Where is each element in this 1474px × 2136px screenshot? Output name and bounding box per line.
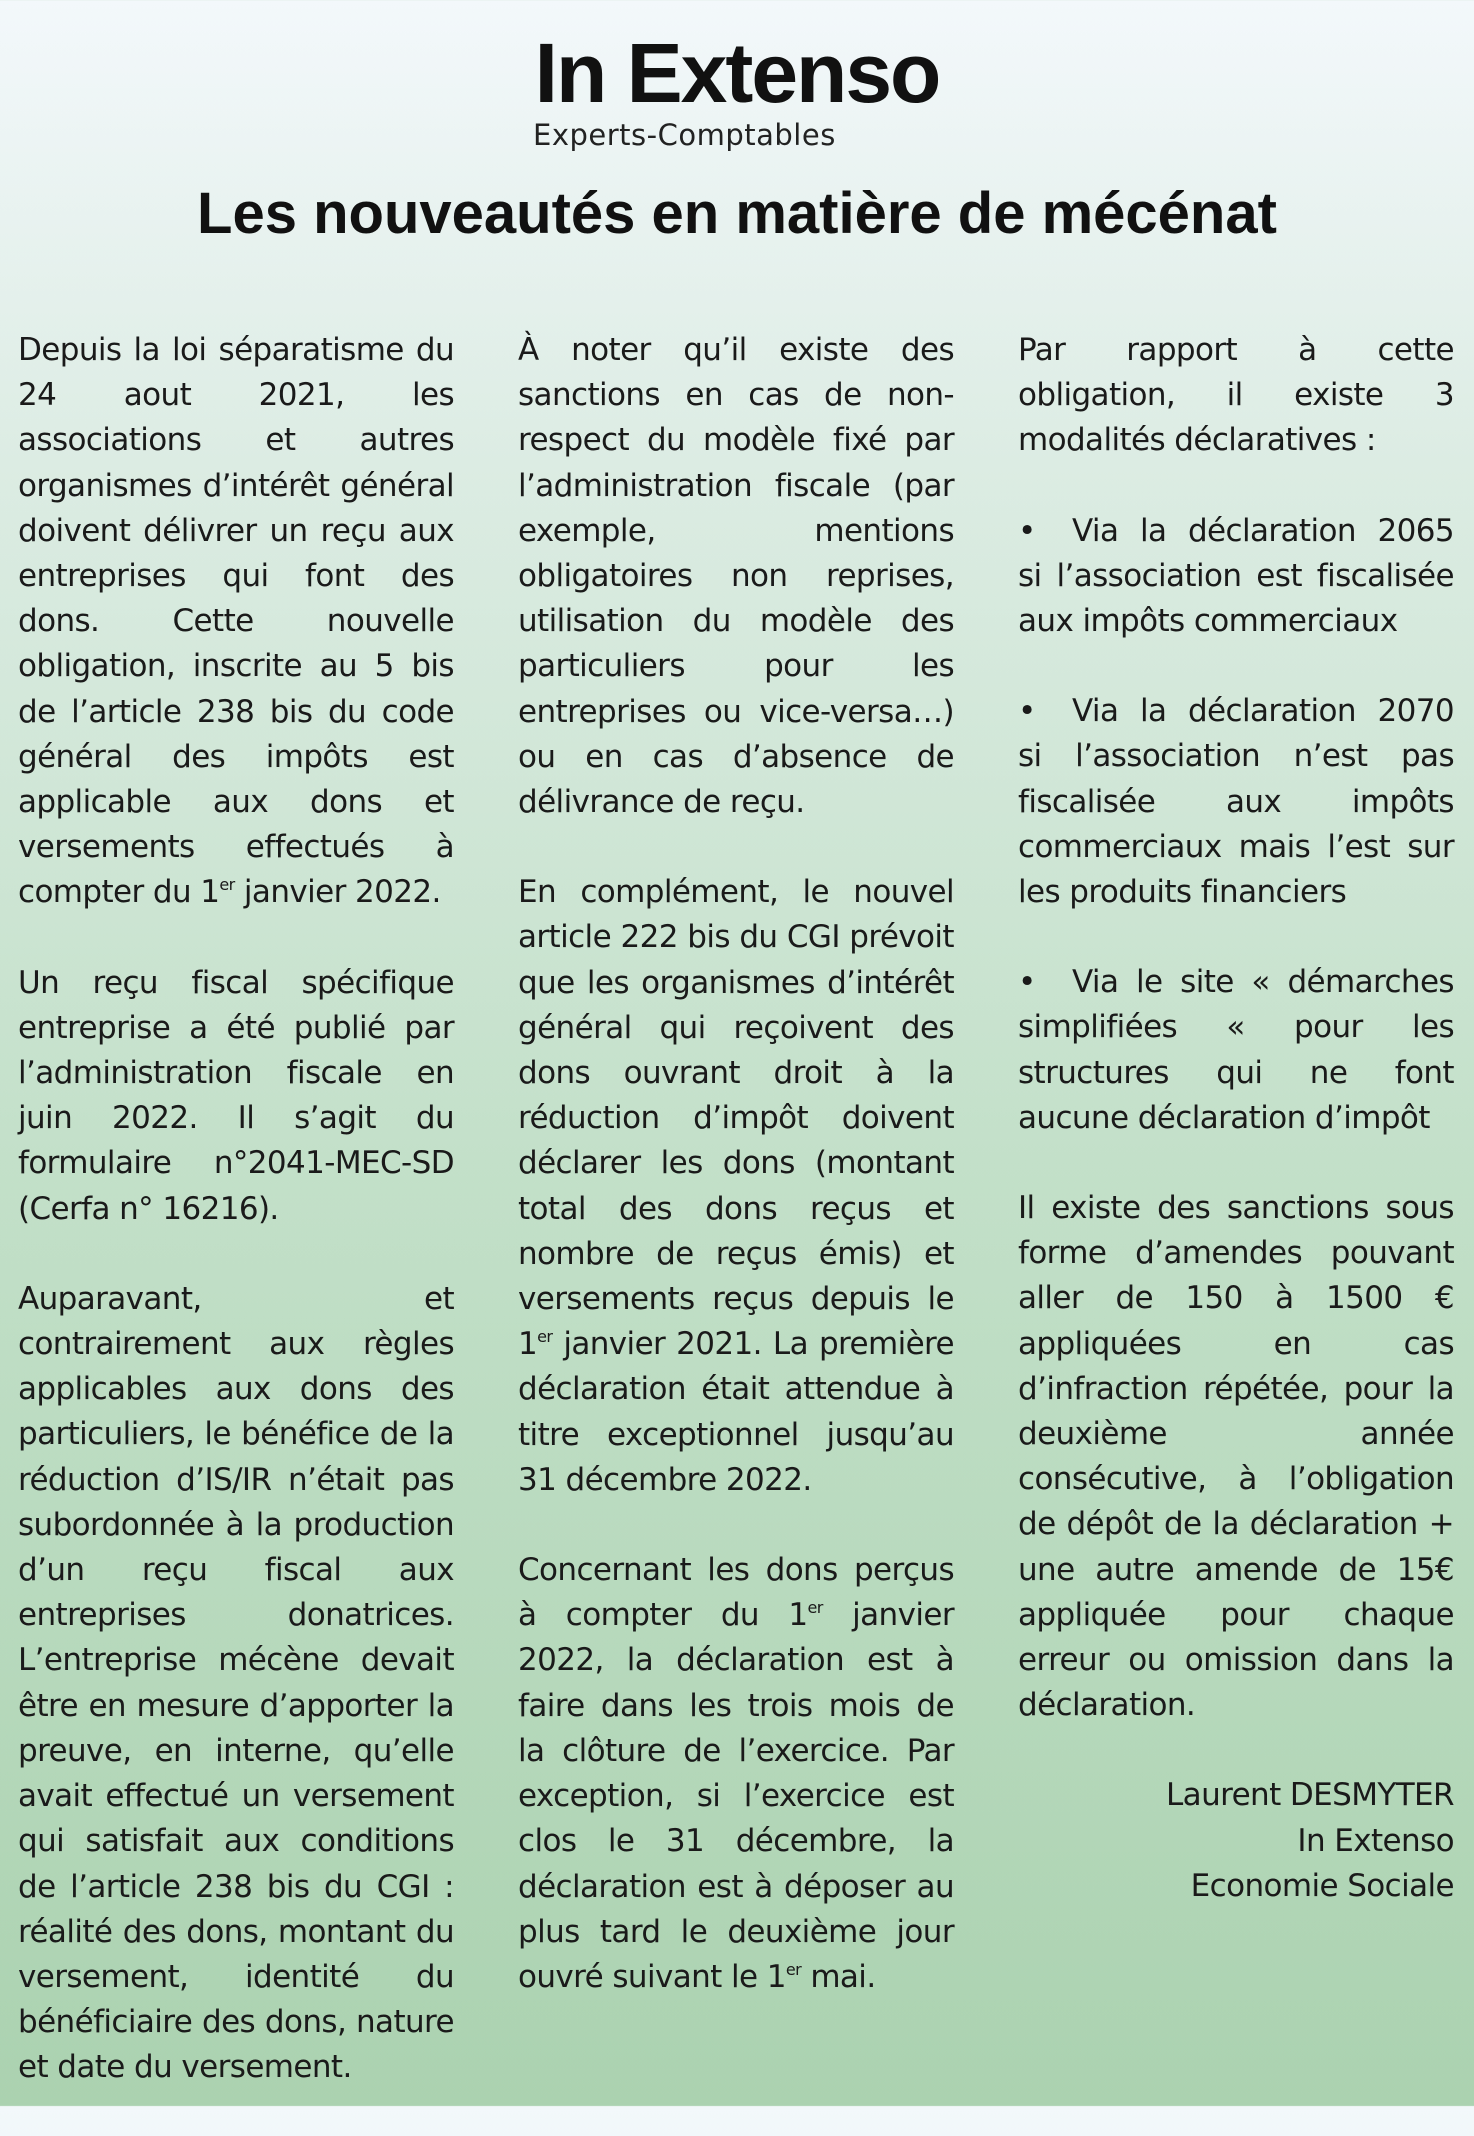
brand-tagline: Experts-Comptables — [533, 118, 836, 152]
paragraph-intro: Par rapport à cette obligation, il existe 3 modalités déclaratives : — [1018, 332, 1454, 459]
bullet-item — [1018, 960, 1454, 1141]
paragraph-1: À noter qu’il existe des sanctions en cas de non-respect du modèle fixé par l’administration fiscale (par exemple, mentions obligatoires non reprises, utilisation du modèle des particuliers pour les entreprises ou vice-versa…) ou en cas d’absence de délivrance de reçu. — [518, 332, 954, 821]
bullet-rest: si l’association n’est pas fiscalisée aux impôts commerciaux mais l’est sur les produits financiers — [1018, 738, 1454, 911]
bullet-first-line: • Via la déclaration 2070 — [1018, 689, 1454, 734]
signature-department: Economie Sociale — [1190, 1867, 1454, 1904]
superscript: er — [785, 1959, 802, 1979]
brand-logo: In Extenso — [534, 26, 940, 120]
paragraph-text: mai. — [801, 1958, 876, 1995]
article-column-1 — [18, 328, 454, 2136]
paragraph-text: janvier 2022. — [234, 874, 441, 911]
article-column-3 — [1018, 328, 1454, 1909]
bullet-rest: si l’association est fiscalisée aux impôts commerciaux — [1018, 557, 1454, 640]
superscript: er — [537, 1327, 553, 1347]
paragraph-text: Concernant les dons perçus à compter du 1 — [518, 1552, 954, 1634]
bullet-icon: • — [1018, 693, 1036, 730]
bullet-icon: • — [1018, 964, 1036, 1001]
paragraph-text: janvier 2021. La première déclaration était attendue à titre exceptionnel jusqu’au 31 décembre 2022. — [518, 1326, 954, 1498]
paragraph-2 — [518, 870, 954, 1503]
superscript: er — [219, 875, 235, 895]
bullet-text — [1018, 960, 1454, 1141]
paragraph-text: Depuis la loi séparatisme du 24 aout 2021, les associations et autres organismes d’intérêt général doivent délivrer un reçu aux entreprises qui font des dons. Cette nouvelle obligation, inscrite au 5 bis de l’article 238 bis du code général des impôts est applicable aux dons et versements effectués à compter du 1 — [18, 332, 454, 911]
paragraph-text: janvier 2022, la déclaration est à faire dans les trois mois de la clôture de l’exercice. Par exception, si l’exercice est clos le 31 décembre, la déclaration est à déposer au plus tard le deuxième jour ouvré suivant le 1 — [518, 1597, 954, 1995]
header — [0, 28, 1474, 118]
superscript: er — [807, 1598, 823, 1618]
paragraph-3 — [518, 1548, 954, 2000]
bullet-item — [1018, 689, 1454, 915]
signature-company: In Extenso — [1297, 1822, 1454, 1859]
signature-name: Laurent DESMYTER — [1166, 1777, 1454, 1814]
bullet-first-line: • Via la déclaration 2065 — [1018, 509, 1454, 554]
paragraph-3: Auparavant, et contrairement aux règles applicables aux dons des particuliers, le bénéfice de la réduction d’IS/IR n’était pas subordonnée à la production d’un reçu fiscal aux entreprises donatrices. L’entreprise mécène devait être en mesure d’apporter la preuve, en interne, qu’elle avait effectué un versement qui satisfait aux conditions de l’article 238 bis du CGI : réalité des dons, montant du versement, identité du bénéficiaire des dons, nature et date du versement. — [18, 1280, 454, 2086]
bullet-icon: • — [1018, 512, 1036, 549]
article-column-2 — [518, 328, 954, 2045]
bullet-first-line: • Via le site « démarches — [1018, 960, 1454, 1005]
bullet-rest: simplifiées « pour les structures qui ne font aucune déclaration d’impôt — [1018, 1009, 1454, 1136]
paragraph-text: En complément, le nouvel article 222 bis du CGI prévoit que les organismes d’intérêt général qui reçoivent des dons ouvrant droit à la réduction d’impôt doivent déclarer les dons (montant total des dons reçus et nombre de reçus émis) et versements reçus depuis le 1 — [518, 874, 954, 1363]
article-title: Les nouveautés en matière de mécénat — [197, 181, 1277, 246]
bullet-text — [1018, 689, 1454, 915]
paragraph-2: Un reçu fiscal spécifique entreprise a été publié par l’administration fiscale en juin 2022. Il s’agit du formulaire n°2041-MEC-SD (Cerfa n° 16216). — [18, 964, 454, 1227]
bullet-item — [1018, 509, 1454, 645]
paragraph-sanctions: Il existe des sanctions sous forme d’amendes pouvant aller de 150 à 1500 € appliquées en cas d’infraction répétée, pour la deuxième année consécutive, à l’obligation de dépôt de la déclaration + une autre amende de 15€ appliquée pour chaque erreur ou omission dans la déclaration. — [1018, 1190, 1454, 1724]
signature — [1018, 1773, 1454, 1909]
paragraph-1 — [18, 328, 454, 916]
bullet-text — [1018, 509, 1454, 645]
